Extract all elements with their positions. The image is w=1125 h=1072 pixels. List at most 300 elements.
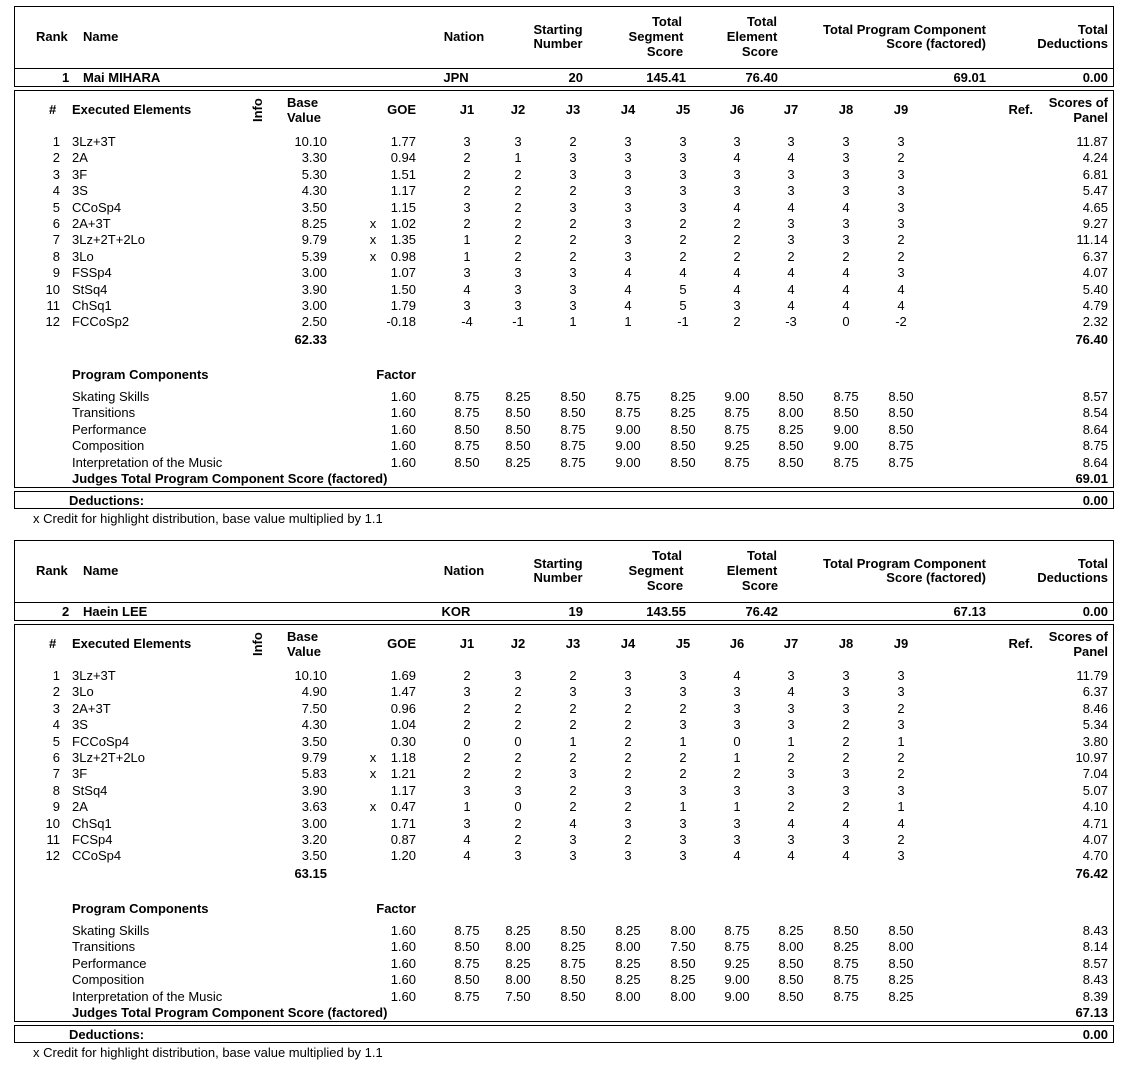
element-panel-score: 2.32: [1082, 314, 1108, 330]
element-judge-score: 3: [679, 832, 687, 847]
component-judge-score: 8.75: [560, 438, 586, 454]
header-tss-1: Total: [651, 548, 683, 563]
component-judge-score: 8.50: [888, 389, 914, 404]
element-judge-score: 3: [624, 815, 632, 831]
element-panel-score: 11.14: [1076, 232, 1108, 248]
component-judge-score: 8.00: [615, 939, 641, 955]
element-judge-score: 3: [679, 815, 687, 831]
component-judge-score: 8.25: [670, 972, 696, 988]
component-name: Interpretation of the Music: [72, 454, 223, 470]
element-judge-score: 3: [624, 668, 632, 683]
component-judge-score: 9.00: [615, 454, 641, 470]
element-judge-score: 2: [514, 815, 522, 831]
element-judge-score: 2: [733, 216, 741, 231]
header-tss-2: Segment: [628, 563, 684, 578]
element-code: 3Lz+2T+2Lo: [72, 232, 146, 248]
element-judge-score: 2: [679, 766, 687, 782]
element-judge-score: 2: [787, 799, 795, 815]
element-base-value: 5.30: [301, 166, 327, 182]
component-judge-score: 8.75: [454, 389, 480, 404]
header-judge-2: J2: [510, 636, 526, 651]
component-judge-score: 8.25: [888, 972, 914, 988]
element-panel-score: 4.71: [1082, 815, 1108, 831]
element-judge-score: 3: [733, 684, 741, 700]
element-judge-score: 3: [787, 216, 795, 231]
element-judge-score: 3: [787, 832, 795, 847]
element-judge-score: 4: [842, 848, 850, 864]
element-code: ChSq1: [72, 298, 112, 313]
element-judge-score: 3: [787, 717, 795, 733]
header-base-2: Value: [287, 644, 321, 659]
element-judge-score: 4: [624, 298, 632, 313]
element-number: 12: [45, 848, 60, 864]
element-code: 3Lz+2T+2Lo: [72, 750, 146, 765]
element-judge-score: 3: [897, 166, 905, 182]
element-judge-score: 2: [569, 700, 577, 716]
component-judge-score: 8.25: [560, 939, 586, 955]
element-judge-score: 2: [679, 750, 687, 765]
header-judge-8: J8: [838, 636, 854, 651]
element-judge-score: 4: [897, 815, 905, 831]
element-code: 3S: [72, 717, 88, 733]
element-judge-score: 4: [787, 150, 795, 166]
component-factor: 1.60: [390, 389, 416, 404]
element-judge-score: 4: [787, 848, 795, 864]
component-judge-score: 9.00: [615, 421, 641, 437]
element-judge-score: 4: [733, 199, 741, 215]
element-judge-score: 3: [787, 766, 795, 782]
element-number: 11: [46, 298, 60, 313]
element-judge-score: 2: [569, 248, 577, 264]
element-judge-score: 1: [463, 248, 471, 264]
element-goe: 1.21: [390, 766, 416, 782]
component-judge-score: 8.75: [560, 454, 586, 470]
element-judge-score: 2: [569, 750, 577, 765]
component-judge-score: 8.25: [888, 988, 914, 1004]
header-judge-2: J2: [510, 102, 526, 117]
element-base-value: 10.10: [294, 668, 327, 683]
component-judge-score: 8.75: [454, 923, 480, 938]
element-goe: 1.69: [390, 668, 416, 683]
element-judge-score: 4: [733, 668, 741, 683]
element-panel-score: 9.27: [1082, 216, 1108, 231]
element-highlight-mark: x: [369, 248, 377, 264]
element-panel-score: 11.79: [1076, 668, 1108, 683]
element-judge-score: 2: [569, 216, 577, 231]
header-judge-3: J3: [565, 636, 581, 651]
element-code: FCCoSp4: [72, 733, 130, 749]
header-judge-4: J4: [620, 636, 636, 651]
element-goe: 1.20: [390, 848, 416, 864]
element-highlight-mark: x: [369, 232, 377, 248]
component-judge-score: 8.00: [670, 923, 696, 938]
header-info: Info: [250, 632, 265, 656]
element-code: 3F: [72, 766, 88, 782]
element-goe: 1.04: [390, 717, 416, 733]
deductions-box: [14, 1025, 1114, 1043]
element-judge-score: 3: [897, 717, 905, 733]
element-panel-score: 6.37: [1082, 684, 1108, 700]
element-number: 4: [52, 183, 60, 199]
element-code: 3F: [72, 166, 88, 182]
component-judge-score: 8.75: [888, 454, 914, 470]
element-judge-score: 4: [733, 848, 741, 864]
header-ref: Ref.: [1008, 102, 1033, 117]
component-judge-score: 9.00: [833, 421, 859, 437]
header-name: Name: [83, 563, 119, 578]
element-goe: 1.47: [390, 684, 416, 700]
header-rank: Rank: [36, 563, 68, 578]
element-judge-score: 2: [787, 248, 795, 264]
element-panel-score: 4.70: [1082, 848, 1108, 864]
element-judge-score: 3: [463, 782, 471, 798]
element-judge-score: 3: [679, 166, 687, 182]
header-tes-2: Element: [726, 29, 778, 44]
element-base-value: 8.25: [301, 216, 327, 231]
element-judge-score: 2: [897, 700, 905, 716]
element-judge-score: 2: [514, 717, 522, 733]
component-judge-score: 8.00: [888, 939, 914, 955]
component-judge-score: 8.00: [505, 972, 531, 988]
component-judge-score: 8.50: [560, 972, 586, 988]
element-code: 2A: [72, 799, 88, 815]
element-panel-score: 4.79: [1082, 298, 1108, 313]
header-pcs-2: Score (factored): [886, 570, 986, 585]
element-judge-score: 3: [897, 199, 905, 215]
element-judge-score: 3: [679, 684, 687, 700]
component-judge-score: 8.50: [505, 438, 531, 454]
element-number: 6: [52, 750, 60, 765]
element-judge-score: 3: [733, 166, 741, 182]
header-tes-3: Score: [741, 44, 779, 59]
header-base-2: Value: [287, 110, 321, 125]
element-judge-score: 0: [514, 733, 522, 749]
skater-tes: 76.42: [745, 604, 778, 619]
skater-nation: JPN: [443, 70, 469, 85]
component-factor: 1.60: [390, 988, 416, 1004]
element-judge-score: 2: [569, 717, 577, 733]
element-judge-score: -4: [461, 314, 473, 330]
element-goe: 1.07: [390, 265, 416, 281]
element-judge-score: 0: [842, 314, 850, 330]
header-panel-1: Scores of: [1048, 629, 1108, 644]
element-judge-score: 2: [463, 750, 471, 765]
element-judge-score: 5: [679, 281, 687, 297]
element-judge-score: 4: [733, 281, 741, 297]
element-judge-score: 4: [787, 281, 795, 297]
component-judge-score: 8.25: [505, 955, 531, 971]
element-base-value: 3.30: [301, 150, 327, 166]
component-panel-score: 8.57: [1082, 955, 1108, 971]
component-judge-score: 8.25: [615, 972, 641, 988]
element-judge-score: 3: [569, 281, 577, 297]
element-judge-score: 3: [842, 700, 850, 716]
element-code: 2A+3T: [72, 216, 111, 231]
elements-total: 76.42: [1075, 866, 1108, 881]
header-judge-7: J7: [783, 102, 799, 117]
skater-rank: 2: [62, 604, 70, 619]
element-code: FCSp4: [72, 832, 113, 847]
component-judge-score: 8.75: [833, 454, 859, 470]
element-judge-score: 3: [733, 134, 741, 149]
element-judge-score: 3: [733, 815, 741, 831]
component-factor: 1.60: [390, 939, 416, 955]
component-judge-score: 8.50: [778, 988, 804, 1004]
element-judge-score: 4: [463, 832, 471, 847]
element-judge-score: 3: [569, 298, 577, 313]
element-goe: 0.47: [390, 799, 416, 815]
element-judge-score: 3: [842, 782, 850, 798]
element-goe: -0.18: [386, 314, 416, 330]
element-panel-score: 4.65: [1082, 199, 1108, 215]
footnote: x Credit for highlight distribution, base value multiplied by 1.1: [33, 1045, 383, 1060]
component-judge-score: 8.75: [615, 389, 641, 404]
element-goe: 1.17: [390, 183, 416, 199]
component-name: Performance: [72, 421, 147, 437]
skater-block-1: [0, 0, 1125, 534]
component-judge-score: 8.25: [778, 923, 804, 938]
component-judge-score: 8.75: [724, 923, 750, 938]
header-goe: GOE: [387, 636, 416, 651]
element-judge-score: 3: [679, 782, 687, 798]
header-judge-6: J6: [729, 636, 745, 651]
element-judge-score: 4: [463, 848, 471, 864]
element-goe: 1.51: [390, 166, 416, 182]
element-number: 10: [45, 815, 60, 831]
element-judge-score: 3: [463, 684, 471, 700]
element-judge-score: 3: [624, 134, 632, 149]
element-judge-score: 4: [897, 298, 905, 313]
element-judge-score: 3: [624, 684, 632, 700]
element-judge-score: 3: [463, 815, 471, 831]
element-judge-score: 0: [514, 799, 522, 815]
elements-total: 76.40: [1075, 332, 1108, 347]
element-judge-score: 3: [463, 265, 471, 281]
element-judge-score: 2: [624, 733, 632, 749]
header-tes-1: Total: [746, 14, 778, 29]
element-number: 11: [46, 832, 60, 847]
component-panel-score: 8.64: [1082, 454, 1108, 470]
element-judge-score: 3: [679, 668, 687, 683]
component-judge-score: 9.00: [724, 988, 750, 1004]
component-judge-score: 8.50: [778, 438, 804, 454]
header-num: #: [49, 636, 57, 651]
header-judge-5: J5: [675, 636, 691, 651]
element-panel-score: 8.46: [1082, 700, 1108, 716]
component-panel-score: 8.57: [1082, 389, 1108, 404]
element-judge-score: 2: [679, 248, 687, 264]
element-judge-score: 3: [842, 766, 850, 782]
element-judge-score: 2: [514, 832, 522, 847]
skater-nation: KOR: [441, 604, 471, 619]
header-elements: Executed Elements: [72, 102, 192, 117]
element-judge-score: 3: [897, 782, 905, 798]
element-judge-score: 4: [842, 281, 850, 297]
header-factor: Factor: [376, 901, 416, 916]
header-tes-3: Score: [741, 578, 779, 593]
element-panel-score: 5.07: [1082, 782, 1108, 798]
element-number: 8: [52, 248, 60, 264]
element-judge-score: 3: [897, 684, 905, 700]
header-panel-2: Panel: [1073, 110, 1108, 125]
element-judge-score: 1: [679, 733, 687, 749]
element-base-value: 3.00: [301, 298, 327, 313]
component-judge-score: 8.75: [724, 939, 750, 955]
judges-total-label: Judges Total Program Component Score (factored): [72, 1005, 388, 1020]
judges-total-value: 67.13: [1075, 1005, 1108, 1020]
component-factor: 1.60: [390, 923, 416, 938]
summary-divider: [14, 602, 1114, 603]
element-judge-score: 3: [842, 684, 850, 700]
component-judge-score: 8.25: [505, 454, 531, 470]
element-judge-score: 2: [624, 832, 632, 847]
element-code: 2A+3T: [72, 700, 111, 716]
element-judge-score: 2: [897, 248, 905, 264]
footnote: x Credit for highlight distribution, base value multiplied by 1.1: [33, 511, 383, 526]
element-judge-score: 1: [787, 733, 795, 749]
header-judge-9: J9: [893, 102, 909, 117]
header-judge-1: J1: [459, 636, 475, 651]
element-judge-score: 2: [733, 314, 741, 330]
element-judge-score: 2: [569, 799, 577, 815]
element-panel-score: 11.87: [1076, 134, 1108, 149]
component-judge-score: 8.50: [888, 421, 914, 437]
element-judge-score: 4: [733, 150, 741, 166]
skater-name: Mai MIHARA: [83, 70, 161, 85]
component-name: Skating Skills: [72, 923, 150, 938]
element-number: 3: [52, 166, 60, 182]
element-judge-score: 3: [624, 232, 632, 248]
element-judge-score: -1: [512, 314, 524, 330]
component-judge-score: 8.25: [505, 923, 531, 938]
component-judge-score: 8.50: [833, 923, 859, 938]
component-judge-score: 8.25: [670, 389, 696, 404]
element-judge-score: 4: [733, 265, 741, 281]
header-ded-2: Deductions: [1037, 570, 1108, 585]
component-judge-score: 8.25: [778, 421, 804, 437]
header-pcs-1: Total Program Component: [823, 556, 986, 571]
element-base-value: 7.50: [301, 700, 327, 716]
element-judge-score: 2: [514, 750, 522, 765]
element-judge-score: 2: [514, 199, 522, 215]
header-panel-1: Scores of: [1048, 95, 1108, 110]
element-judge-score: 3: [624, 248, 632, 264]
element-number: 1: [52, 668, 60, 683]
element-judge-score: 3: [679, 134, 687, 149]
element-judge-score: 5: [679, 298, 687, 313]
component-factor: 1.60: [390, 405, 416, 421]
element-judge-score: 4: [787, 684, 795, 700]
component-judge-score: 8.50: [560, 405, 586, 421]
element-judge-score: 2: [624, 700, 632, 716]
component-judge-score: 8.25: [615, 955, 641, 971]
element-panel-score: 7.04: [1082, 766, 1108, 782]
component-judge-score: 8.75: [724, 421, 750, 437]
header-nation: Nation: [443, 563, 485, 578]
element-judge-score: 3: [514, 668, 522, 683]
element-judge-score: 3: [787, 232, 795, 248]
base-value-total: 63.15: [294, 866, 327, 881]
element-judge-score: 4: [842, 199, 850, 215]
component-judge-score: 8.75: [454, 438, 480, 454]
element-panel-score: 10.97: [1075, 750, 1108, 765]
element-judge-score: 2: [514, 248, 522, 264]
element-judge-score: 3: [569, 832, 577, 847]
component-name: Transitions: [72, 405, 136, 421]
header-elements: Executed Elements: [72, 636, 192, 651]
header-name: Name: [83, 29, 119, 44]
deductions-value: 0.00: [1082, 1027, 1108, 1042]
component-name: Skating Skills: [72, 389, 150, 404]
element-number: 8: [52, 782, 60, 798]
component-judge-score: 8.25: [670, 405, 696, 421]
component-panel-score: 8.43: [1082, 972, 1108, 988]
element-judge-score: 2: [514, 766, 522, 782]
element-judge-score: 3: [679, 150, 687, 166]
component-judge-score: 8.75: [454, 955, 480, 971]
element-judge-score: 3: [842, 183, 850, 199]
element-goe: 0.87: [390, 832, 416, 847]
element-judge-score: 3: [569, 199, 577, 215]
element-panel-score: 5.34: [1082, 717, 1108, 733]
element-code: CCoSp4: [72, 848, 122, 864]
element-judge-score: 3: [569, 150, 577, 166]
element-judge-score: 2: [463, 183, 471, 199]
component-panel-score: 8.14: [1082, 939, 1108, 955]
element-judge-score: 3: [842, 134, 850, 149]
component-judge-score: 8.50: [505, 421, 531, 437]
element-judge-score: 1: [514, 150, 522, 166]
element-judge-score: 2: [679, 700, 687, 716]
element-judge-score: 0: [463, 733, 471, 749]
element-judge-score: 2: [679, 232, 687, 248]
component-judge-score: 8.75: [724, 405, 750, 421]
element-judge-score: 3: [733, 782, 741, 798]
component-judge-score: 8.50: [560, 389, 586, 404]
element-goe: 1.79: [390, 298, 416, 313]
element-judge-score: 2: [463, 700, 471, 716]
element-judge-score: 3: [514, 265, 522, 281]
element-judge-score: 4: [842, 265, 850, 281]
header-starting-1: Starting: [533, 22, 583, 37]
element-code: 3S: [72, 183, 88, 199]
element-judge-score: 3: [463, 134, 471, 149]
element-judge-score: 4: [787, 815, 795, 831]
component-judge-score: 8.50: [560, 988, 586, 1004]
element-judge-score: 3: [842, 150, 850, 166]
skater-pcs: 69.01: [953, 70, 986, 85]
element-base-value: 3.90: [301, 782, 327, 798]
element-judge-score: 2: [514, 166, 522, 182]
element-base-value: 10.10: [294, 134, 327, 149]
element-judge-score: 3: [897, 848, 905, 864]
header-ded-1: Total: [1077, 22, 1108, 37]
header-program-components: Program Components: [72, 367, 209, 382]
header-factor: Factor: [376, 367, 416, 382]
skater-rank: 1: [62, 70, 70, 85]
element-judge-score: 3: [733, 298, 741, 313]
element-panel-score: 5.47: [1082, 183, 1108, 199]
element-number: 2: [52, 684, 60, 700]
header-tss-3: Score: [646, 44, 684, 59]
component-judge-score: 8.75: [833, 955, 859, 971]
header-judge-6: J6: [729, 102, 745, 117]
component-judge-score: 8.00: [778, 939, 804, 955]
element-judge-score: 2: [897, 232, 905, 248]
component-judge-score: 7.50: [505, 988, 531, 1004]
skater-name: Haein LEE: [83, 604, 148, 619]
deductions-box: [14, 491, 1114, 509]
